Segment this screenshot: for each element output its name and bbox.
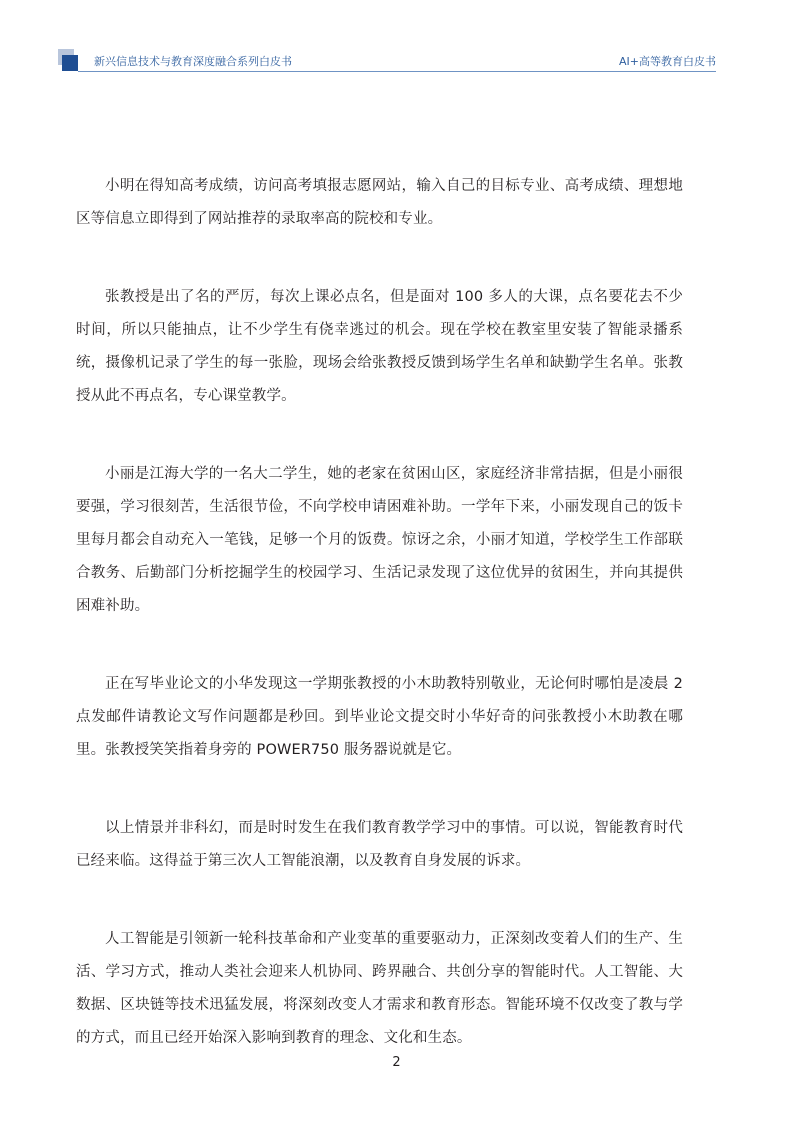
paragraph: 张教授是出了名的严厉，每次上课必点名，但是面对 100 多人的大课，点名要花去不少时间，所以只能抽点，让不少学生有侥幸逃过的机会。现在学校在教室里安装了智能录播系统，摄像机记录了学生的每一张脸，现场会给张教授反馈到场学生名单和缺勤学生名单。张教授从此不再点名，专心课堂教学。: [76, 289, 683, 404]
paragraph: 人工智能是引领新一轮科技革命和产业变革的重要驱动力，正深刻改变着人们的生产、生活、学习方式，推动人类社会迎来人机协同、跨界融合、共创分享的智能时代。人工智能、大数据、区块链等技术迅猛发展，将深刻改变人才需求和教育形态。智能环境不仅改变了教与学的方式，而且已经开始深入影响到教育的理念、文化和生态。: [76, 931, 683, 1046]
logo-square-front: [62, 55, 78, 71]
paragraph: 正在写毕业论文的小华发现这一学期张教授的小木助教特别敬业，无论何时哪怕是凌晨 2 点发邮件请教论文写作问题都是秒回。到毕业论文提交时小华好奇的问张教授小木助教在哪里。张教授笑笑指着身旁的 POWER750 服务器说就是它。: [76, 676, 683, 758]
page-header: [0, 0, 793, 80]
page-number: 2: [392, 1055, 401, 1070]
paragraph: 小明在得知高考成绩，访问高考填报志愿网站，输入自己的目标专业、高考成绩、理想地区等信息立即得到了网站推荐的录取率高的院校和专业。: [76, 178, 683, 227]
document-title: AI+高等教育白皮书: [619, 55, 716, 68]
paragraph: 以上情景并非科幻，而是时时发生在我们教育教学学习中的事情。可以说，智能教育时代已经来临。这得益于第三次人工智能浪潮，以及教育自身发展的诉求。: [76, 820, 683, 869]
series-title: 新兴信息技术与教育深度融合系列白皮书: [94, 55, 292, 68]
paragraph: 小丽是江海大学的一名大二学生，她的老家在贫困山区，家庭经济非常拮据，但是小丽很要强，学习很刻苦，生活很节俭，不向学校申请困难补助。一学年下来，小丽发现自己的饭卡里每月都会自动充入一笔钱，足够一个月的饭费。惊讶之余，小丽才知道，学校学生工作部联合教务、后勤部门分析挖掘学生的校园学习、生活记录发现了这位优异的贫困生，并向其提供困难补助。: [76, 466, 683, 614]
body-text: [76, 170, 683, 1100]
header-divider: [78, 71, 716, 72]
